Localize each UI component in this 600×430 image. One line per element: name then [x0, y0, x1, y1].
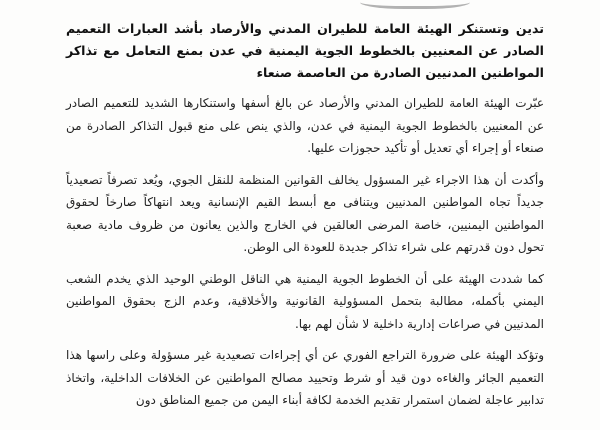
statement-body — [66, 18, 544, 412]
paragraph-national-carrier: كما شددت الهيئة على أن الخطوط الجوية اليمنية هي الناقل الوطني الوحيد الذي يخدم الشعب اليمني بأكمله، مطالبة بتحمل المسؤولية القانونية والأخلاقية، وعدم الزج بحقوق المواطنين المدنيين في صراعات إدارية داخلية لا شأن لهم بها. — [66, 271, 544, 331]
cropped-top-mark — [360, 0, 470, 9]
paragraph-regret: عبّرت الهيئة العامة للطيران المدني والأرصاد عن بالغ أسفها واستنكارها الشديد للتعميم الصادر عن المعنيين بالخطوط الجوية اليمنية في عدن، والذي ينص على منع قبول التذاكر الصادرة من صنعاء أو إجراء أي تعديل أو تأكيد حجوزات عليها. — [66, 96, 544, 155]
paragraph-demands: وتؤكد الهيئة على ضرورة التراجع الفوري عن أي إجراءات تصعيدية غير مسؤولة وعلى راسها هذا التعميم الجائر والغاءه دون قيد أو شرط وتحييد مصالح المواطنين عن الخلافات الداخلية، واتخاذ تدابير عاجلة لضمان استمرار تقديم الخدمة لكافة أبناء اليمن من جميع المناطق دون — [66, 348, 544, 407]
statement-headline: تدين وتستنكر الهيئة العامة للطيران المدني والأرصاد بأشد العبارات التعميم الصادر عن المعنيين بالخطوط الجوية اليمنية في عدن بمنع التعامل مع تذاكر المواطنين المدنيين الصادرة من العاصمة صنعاء — [66, 21, 544, 80]
paragraph-violation: وأكدت أن هذا الاجراء غير المسؤول يخالف القوانين المنظمة للنقل الجوي، ويُعد تصرفاً تصعيدياً جديداً تجاه المواطنين المدنيين ويتنافى مع أبسط القيم الإنسانية ويعد انتهاكاً صارخاً لحقوق المواطنين اليمنيين، خاصة المرضى العالقين في الخارج والذين يعانون من ظروف مادية صعبة تحول دون قدرتهم على شراء تذاكر جديدة للعودة الى الوطن. — [66, 172, 544, 254]
